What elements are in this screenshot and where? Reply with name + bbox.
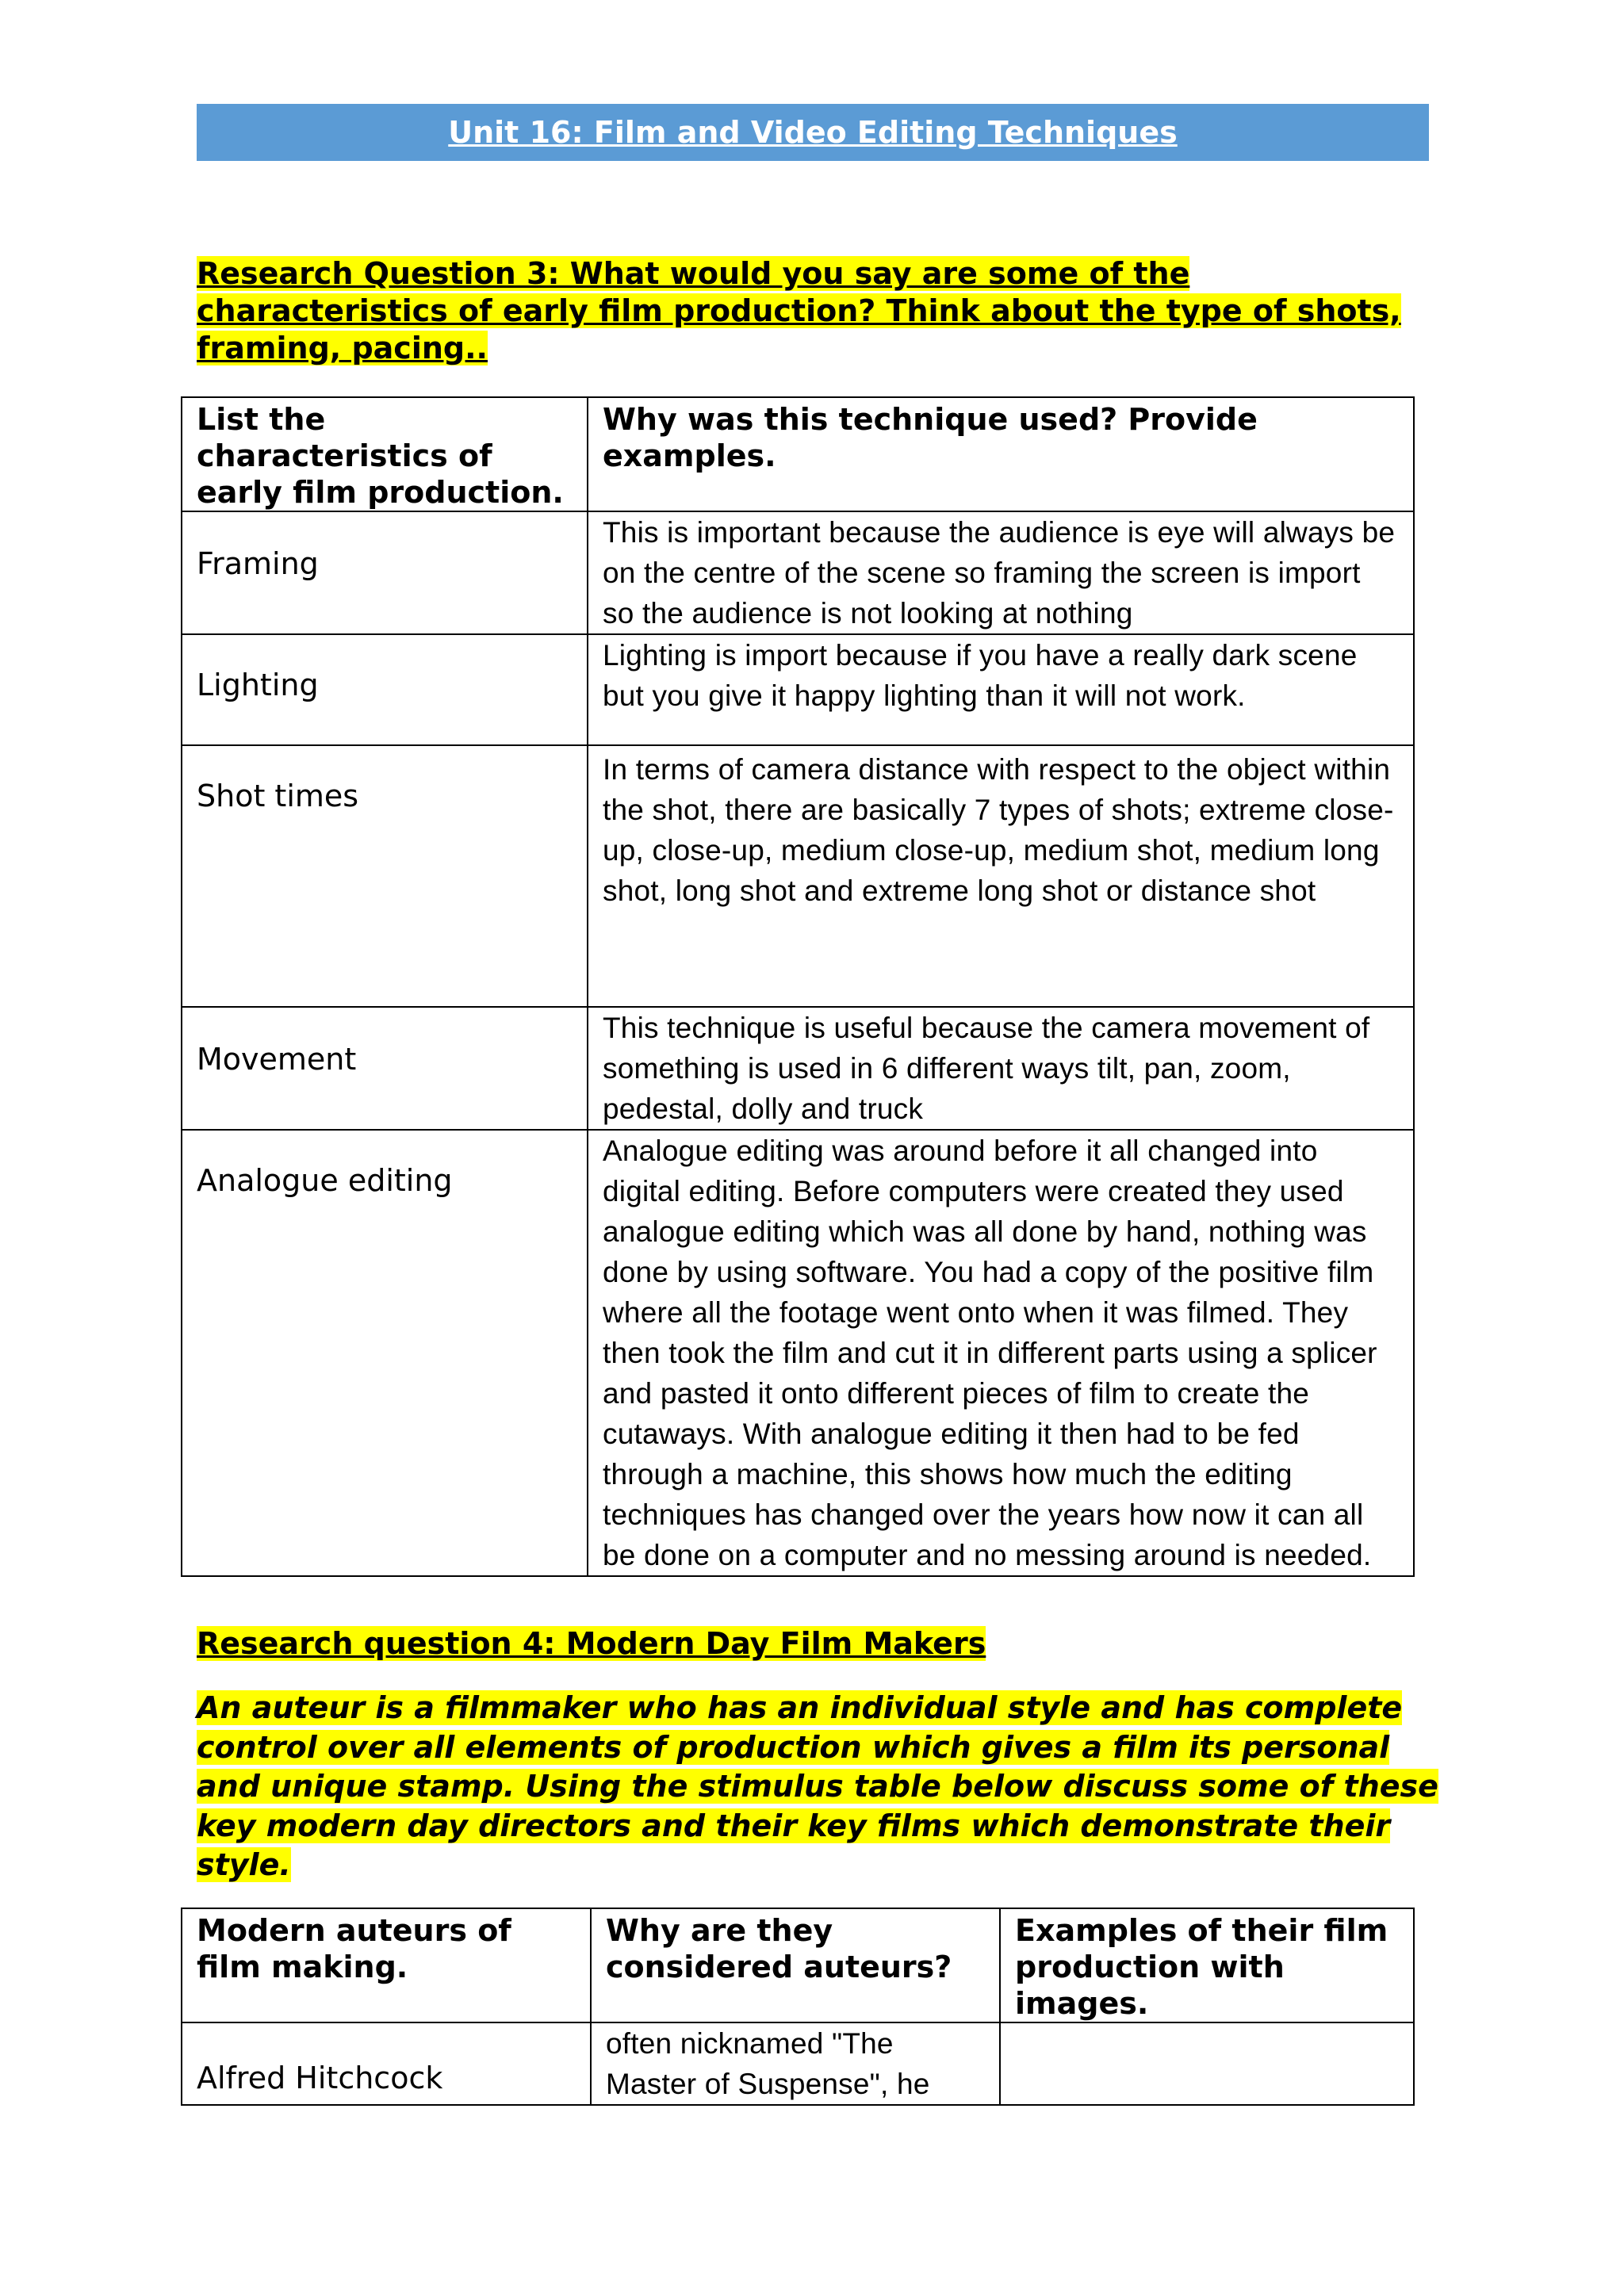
table-header-row: [182, 397, 1414, 511]
research-question-4-paragraph: [197, 1689, 1450, 1885]
table-row: [182, 2022, 1414, 2105]
row-label-cell: Framing: [182, 511, 588, 634]
research-question-3-text: Research Question 3: What would you say are some of the characteristics of early film production? Think about the type of shots, framing, pacing..: [197, 256, 1401, 365]
table-row: [182, 1130, 1414, 1576]
table-header-row: [182, 1908, 1414, 2022]
row-examples-cell: [1000, 2022, 1414, 2105]
row-label-cell: Shot times: [182, 745, 588, 1007]
table-row: [182, 634, 1414, 745]
row-label-cell: Analogue editing: [182, 1130, 588, 1576]
table-header-cell: Modern auteurs of film making.: [182, 1908, 591, 2022]
row-label-cell: Movement: [182, 1007, 588, 1130]
table-header-cell: List the characteristics of early film production.: [182, 397, 588, 511]
row-text-cell: In terms of camera distance with respect to the object within the shot, there are basically 7 types of shots; extreme close-up, close-up, medium close-up, medium shot, medium long shot, long shot and extreme long shot or distance shot: [588, 745, 1414, 1007]
row-text-cell: This technique is useful because the camera movement of something is used in 6 different ways tilt, pan, zoom, pedestal, dolly and truck: [588, 1007, 1414, 1130]
research-question-3: [197, 255, 1434, 367]
table-header-cell: Why was this technique used? Provide examples.: [588, 397, 1414, 511]
table-row: [182, 511, 1414, 634]
table-row: [182, 1007, 1414, 1130]
table-header-cell: Examples of their film production with images.: [1000, 1908, 1414, 2022]
research-question-4: [197, 1625, 1434, 1663]
page-banner: [197, 104, 1429, 161]
table-row: [182, 745, 1414, 1007]
research-question-4-title: Research question 4: Modern Day Film Makers: [197, 1626, 986, 1661]
early-film-table: [181, 396, 1415, 1577]
table-header-cell: Why are they considered auteurs?: [591, 1908, 1000, 2022]
auteur-paragraph: An auteur is a filmmaker who has an individual style and has complete control over all elements of production which gives a film its personal and unique stamp. Using the stimulus table below discuss some of these key modern day directors and their key films which demonstrate their style.: [197, 1690, 1438, 1882]
auteurs-table: [181, 1908, 1415, 2106]
row-text-cell: This is important because the audience is eye will always be on the centre of the scene so framing the screen is import so the audience is not looking at nothing: [588, 511, 1414, 634]
banner-title: Unit 16: Film and Video Editing Techniques: [448, 115, 1178, 150]
row-text-cell: often nicknamed "The Master of Suspense", he: [591, 2022, 1000, 2105]
row-text-cell: Analogue editing was around before it all changed into digital editing. Before computers were created they used analogue editing which was all done by hand, nothing was done by using software. You had a copy of the positive film where all the footage went onto when it was filmed. They then took the film and cut it in different parts using a splicer and pasted it onto different pieces of film to create the cutaways. With analogue editing it then had to be fed through a machine, this shows how much the editing techniques has changed over the years how now it can all be done on a computer and no messing around is needed.: [588, 1130, 1414, 1576]
row-text-cell: Lighting is import because if you have a really dark scene but you give it happy lighting than it will not work.: [588, 634, 1414, 745]
row-label-cell: Alfred Hitchcock: [182, 2022, 591, 2105]
row-label-cell: Lighting: [182, 634, 588, 745]
